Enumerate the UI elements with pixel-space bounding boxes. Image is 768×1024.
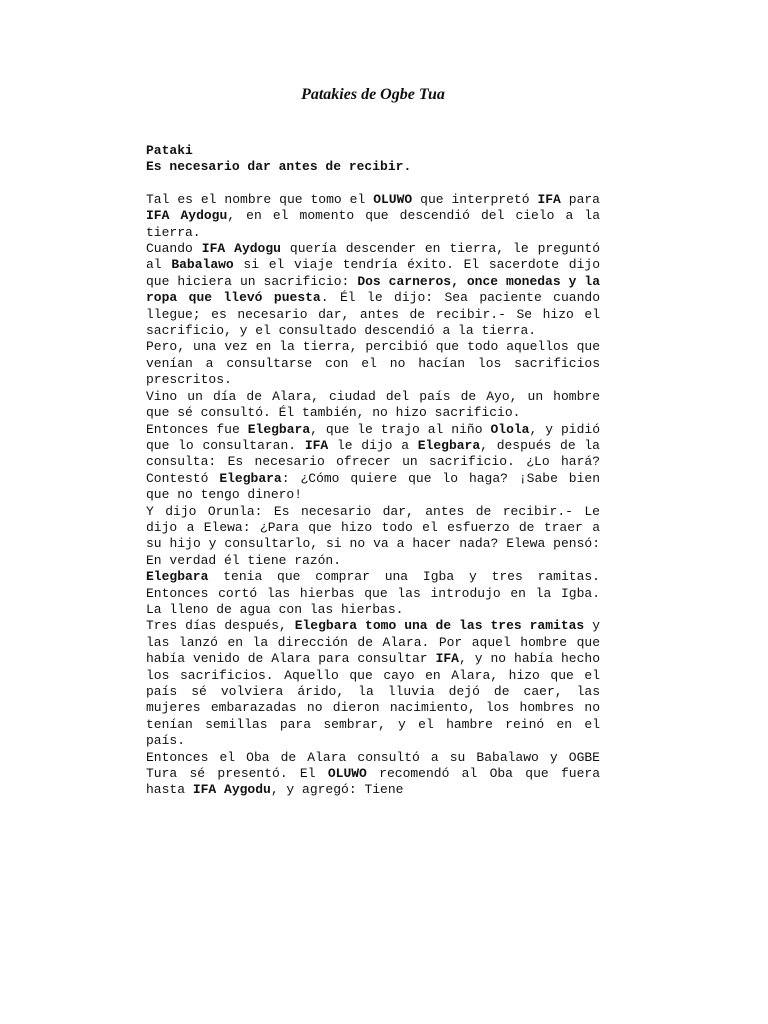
text-run: que interpretó [412, 191, 538, 207]
paragraph [146, 504, 600, 570]
text-run: recomendó al Oba que fuera hasta [146, 766, 601, 798]
bold-run: IFA Aydogu [201, 241, 281, 257]
text-run: , que le trajo al niño [310, 421, 491, 437]
text-run: , y pidió que lo consultaran. [146, 421, 600, 453]
bold-run: Olola [490, 421, 530, 437]
paragraph-gap [146, 176, 600, 192]
text-run: Vino un día de Alara, ciudad del país de Ayo, un hombre que sé consultó. Él también, no hizo sacrificio. [146, 388, 600, 421]
bold-run: Elegbara [247, 421, 311, 437]
bold-run: OLUWO [327, 766, 367, 782]
paragraph [146, 241, 600, 339]
text-run: , y no había hecho los sacrificios. Aquello que cayo en Alara, hizo que el país sé volviera árido, la lluvia dejó de caer, las mujeres embarazadas no dieron nacimiento, los hombres no tenían semillas para sembrar, y el hambre reinó en el país. [146, 651, 600, 749]
text-run: Tres días después, [146, 618, 295, 634]
bold-run: IFA Aydogu [146, 208, 228, 224]
pataki-heading: Pataki [146, 143, 193, 158]
pataki-subheading: Es necesario dar antes de recibir. [146, 159, 412, 175]
bold-run: IFA [304, 437, 329, 453]
text-run: Entonces el Oba de Alara consultó a su Babalawo y OGBE Tura sé presentó. El [146, 749, 600, 782]
paragraph [146, 422, 600, 504]
paragraph [146, 750, 600, 799]
text-run: y las lanzó en la dirección de Alara. Por aquel hombre que había venido de Alara para consultar [146, 618, 601, 667]
text-run: , en el momento que descendió del cielo a la tierra. [146, 208, 600, 240]
bold-run: IFA [537, 191, 561, 207]
page-title: Patakies de Ogbe Tua [301, 86, 445, 103]
bold-run: IFA Aygodu [192, 782, 271, 798]
text-run: , y agregó: Tiene [270, 782, 404, 798]
text-run: Y dijo Orunla: Es necesario dar, antes de recibir.- Le dijo a Elewa: ¿Para que hizo todo el esfuerzo de traer a su hijo y consultarlo, si no va a hacer nada? Elewa pensó: En verdad él tiene razón. [146, 503, 600, 568]
bold-run: OLUWO [373, 191, 413, 207]
text-run: tenia que comprar una Igba y tres ramitas. Entonces cortó las hierbas que las introdujo en la Igba. La lleno de agua con las hierbas. [146, 569, 600, 617]
bold-run: Elegbara [219, 470, 282, 486]
bold-run: IFA [435, 651, 459, 667]
paragraph [146, 389, 600, 422]
paragraph-list [146, 192, 600, 799]
text-run: Entonces fue [146, 421, 248, 437]
document-body [146, 143, 600, 799]
text-run: . Él le dijo: Sea paciente cuando llegue; es necesario dar, antes de recibir.- Se hizo el sacrificio, y el consultado descendió a la tierra. [146, 290, 600, 339]
text-run: , después de la consulta: Es necesario ofrecer un sacrificio. ¿Lo hará? Contestó [146, 437, 600, 486]
text-run: le dijo a [328, 437, 418, 453]
text-run: si el viaje tendría éxito. El sacerdote dijo que hiciera un sacrificio: [146, 257, 600, 289]
text-run: : ¿Cómo quiere que lo haga? ¡Sabe bien que no tengo dinero! [146, 470, 600, 503]
bold-run: Babalawo [171, 257, 234, 273]
text-run: quería descender en tierra, le preguntó al [146, 241, 601, 273]
paragraph [146, 192, 600, 241]
paragraph [146, 339, 600, 388]
text-run: para [560, 191, 600, 207]
paragraph [146, 618, 600, 749]
text-run: Pero, una vez en la tierra, percibió que todo aquellos que venían a consultarse con el no hacían los sacrificios prescritos. [146, 339, 600, 388]
bold-run: Elegbara tomo una de las tres ramitas [294, 618, 585, 634]
text-run: Tal es el nombre que tomo el [146, 191, 374, 207]
bold-run: Elegbara [417, 437, 481, 453]
paragraph [146, 569, 600, 618]
bold-run: Elegbara [146, 569, 209, 585]
text-run: Cuando [146, 241, 202, 257]
bold-run: Dos carneros, once monedas y la ropa que llevó puesta [146, 273, 600, 306]
